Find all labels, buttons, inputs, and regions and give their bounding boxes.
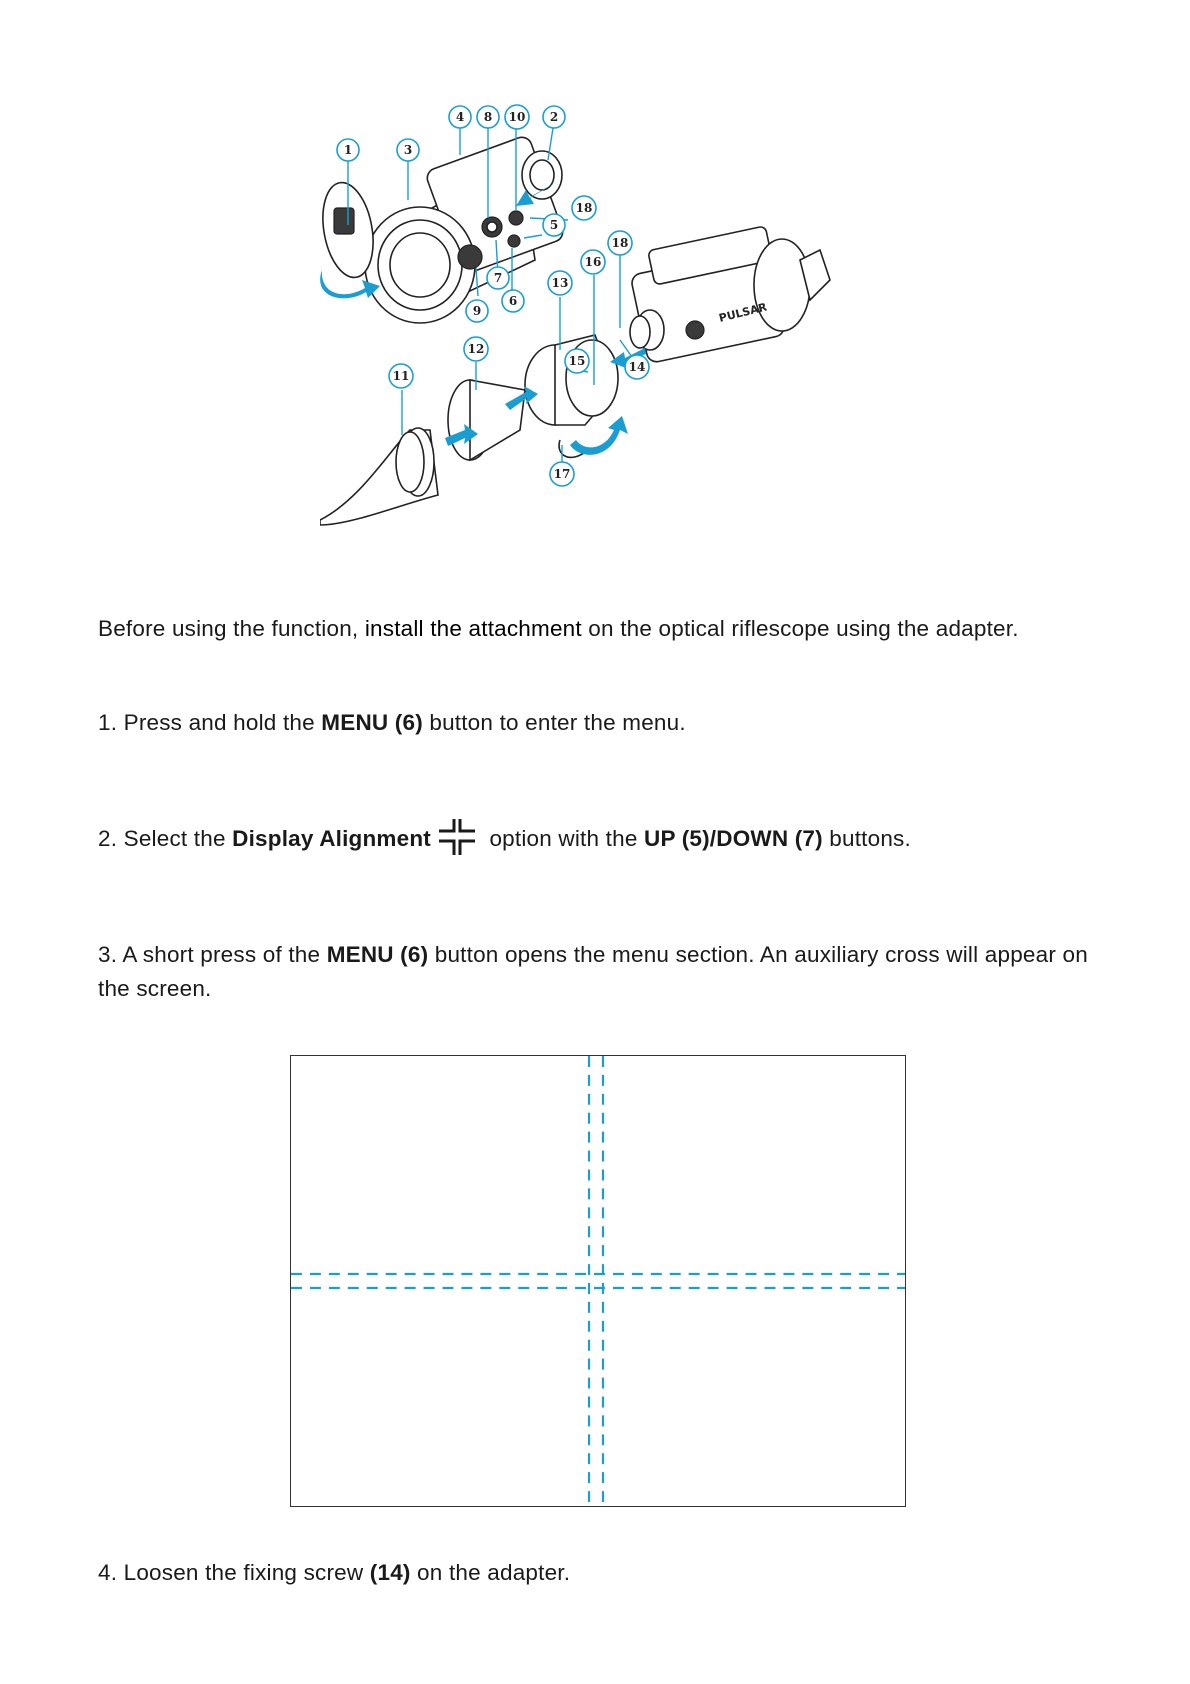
callout-2 xyxy=(543,106,565,128)
step-4 xyxy=(98,1556,1098,1590)
device-assembly-figure xyxy=(320,100,880,580)
svg-text:6: 6 xyxy=(508,294,518,308)
step-2 xyxy=(98,820,1098,860)
callout-15 xyxy=(565,349,589,373)
brand-label: PULSAR xyxy=(717,300,769,325)
callout-8 xyxy=(477,106,499,128)
step-1-suffix: button to enter the menu. xyxy=(422,710,686,735)
callout-18-right xyxy=(608,231,632,255)
callout-12 xyxy=(464,337,488,361)
step-2-option: Display Alignment xyxy=(232,825,431,851)
intro-emphasis: install the attachment xyxy=(364,616,582,641)
callout-11 xyxy=(389,364,413,388)
display-alignment-icon xyxy=(435,817,479,857)
step-1 xyxy=(98,706,1098,740)
step-2-suffix: buttons. xyxy=(822,825,911,851)
callout-9 xyxy=(466,300,488,322)
step-4-suffix: on the adapter. xyxy=(410,1560,571,1585)
svg-text:15: 15 xyxy=(568,354,586,368)
callout-1 xyxy=(337,139,359,161)
callout-10 xyxy=(505,105,529,129)
callout-3 xyxy=(397,139,419,161)
svg-text:17: 17 xyxy=(553,467,571,481)
svg-text:7: 7 xyxy=(493,271,503,285)
callout-6 xyxy=(502,290,524,312)
step-2-keys: UP (5)/DOWN (7) xyxy=(644,825,823,851)
svg-text:5: 5 xyxy=(549,218,559,232)
svg-text:18: 18 xyxy=(575,201,593,215)
svg-text:11: 11 xyxy=(392,369,410,383)
callout-13 xyxy=(548,271,572,295)
step-3 xyxy=(98,938,1098,1006)
svg-text:16: 16 xyxy=(584,255,602,269)
step-4-key: (14) xyxy=(369,1560,411,1585)
callout-4 xyxy=(449,106,471,128)
step-2-middle: option with the xyxy=(483,825,644,851)
adapter-ring xyxy=(445,380,525,460)
device-assembly-illustration xyxy=(320,100,880,580)
svg-text:1: 1 xyxy=(343,143,353,157)
svg-text:12: 12 xyxy=(467,342,485,356)
intro-text-after: on the optical riflescope using the adapter. xyxy=(581,616,1019,641)
svg-text:18: 18 xyxy=(611,236,629,250)
callout-16 xyxy=(581,250,605,274)
step-1-key: MENU (6) xyxy=(321,710,423,735)
intro-paragraph xyxy=(98,612,1098,646)
auxiliary-cross xyxy=(291,1056,905,1506)
main-device xyxy=(320,135,565,323)
step-3-suffix: button opens the menu section. An auxiliary cross will appear on the screen. xyxy=(98,942,1088,1001)
svg-text:13: 13 xyxy=(551,276,569,290)
screen-preview xyxy=(290,1055,906,1507)
intro-text-before: Before using the function, xyxy=(98,616,365,641)
callout-18-top xyxy=(572,196,596,220)
svg-text:2: 2 xyxy=(549,110,559,124)
svg-text:3: 3 xyxy=(403,143,413,157)
callout-14 xyxy=(625,355,649,379)
adapter xyxy=(505,335,628,457)
svg-text:8: 8 xyxy=(483,110,493,124)
step-2-prefix: 2. Select the xyxy=(98,825,233,851)
riflescope xyxy=(320,428,438,525)
svg-text:14: 14 xyxy=(628,360,646,374)
callout-7 xyxy=(487,267,509,289)
svg-text:10: 10 xyxy=(508,110,526,124)
svg-text:9: 9 xyxy=(472,304,482,318)
step-4-prefix: 4. Loosen the fixing screw xyxy=(98,1560,370,1585)
callout-5 xyxy=(543,214,565,236)
step-1-prefix: 1. Press and hold the xyxy=(98,710,322,735)
step-3-prefix: 3. A short press of the xyxy=(98,942,327,967)
svg-text:4: 4 xyxy=(455,110,465,124)
callout-17 xyxy=(550,462,574,486)
step-3-key: MENU (6) xyxy=(326,942,429,967)
attachment-device xyxy=(610,226,830,368)
